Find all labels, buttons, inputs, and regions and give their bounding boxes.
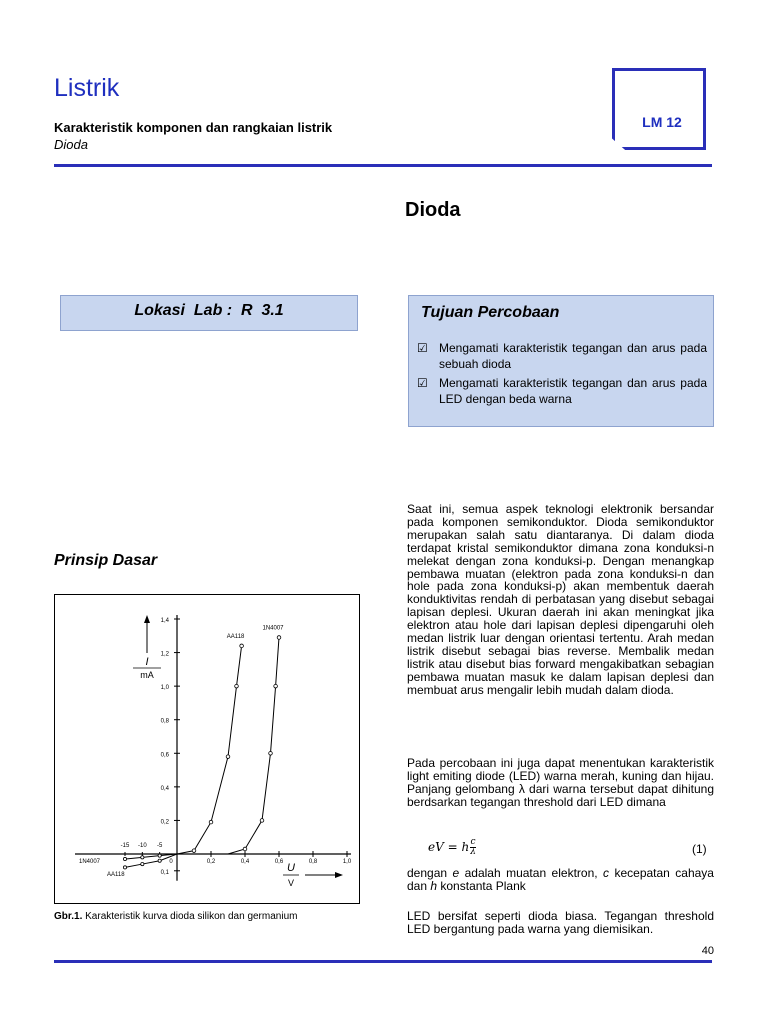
- chart-axes: [75, 615, 351, 881]
- x-tick-label: 0,8: [308, 859, 318, 865]
- y-tick-label: 0,4: [160, 785, 169, 792]
- page-subtitle: Karakteristik komponen dan rangkaian listrik: [54, 120, 333, 135]
- neg-x-tick-label: -10: [137, 843, 147, 849]
- y-arrow-head: [144, 615, 150, 623]
- equation-numerator: c: [470, 837, 476, 847]
- tujuan-box: [408, 295, 714, 427]
- text-fragment: adalah muatan elektron,: [459, 866, 604, 880]
- data-point: [226, 755, 230, 759]
- text-fragment: konstanta Plank: [437, 878, 526, 893]
- paragraph-equation-explain: [407, 867, 714, 893]
- origin-label: 0: [169, 859, 173, 865]
- neg-x-tick-label: -15: [120, 843, 130, 849]
- header-divider: [54, 164, 712, 167]
- y-tick-label: 0,2: [160, 819, 169, 826]
- lokasi-text: Lokasi Lab : R 3.1: [134, 302, 284, 319]
- series-label-top: AA118: [226, 633, 245, 640]
- x-tick-label: 0,4: [240, 859, 250, 865]
- data-point: [123, 866, 126, 869]
- diode-characteristic-chart: [55, 595, 359, 903]
- y-tick-label: 1,2: [160, 651, 169, 658]
- lokasi-box: [60, 295, 358, 331]
- y-tick-label: 0,8: [160, 718, 169, 725]
- series-label-left: 1N4007: [79, 859, 101, 865]
- y-label-top: I: [145, 656, 149, 668]
- y-tick-label: 1,0: [160, 685, 169, 692]
- data-point: [158, 859, 161, 862]
- equation-lhs: eV = h: [428, 840, 470, 854]
- y-label-bottom: mA: [140, 670, 154, 680]
- module-code-box: [612, 68, 706, 150]
- data-point: [141, 856, 144, 859]
- checkbox-checked-icon: ☑: [417, 341, 428, 355]
- x-label-bottom: V: [287, 878, 295, 888]
- page-title: Listrik: [54, 74, 120, 102]
- footer-divider: [54, 960, 712, 963]
- goal-item: [417, 375, 707, 407]
- var-e: e: [452, 866, 460, 880]
- data-point: [123, 857, 126, 860]
- data-point: [260, 819, 264, 823]
- goal-text: Mengamati karakteristik tegangan dan arus pada sebuah dioda: [439, 341, 707, 371]
- x-tick-label: 1,0: [342, 859, 352, 865]
- page-number: 40: [701, 945, 714, 957]
- curve-1N4007: [228, 637, 279, 854]
- data-point: [158, 854, 161, 857]
- paragraph-intro: Saat ini, semua aspek teknologi elektronik bersandar pada komponen semikonduktor. Dioda semikonduktor merupakan salah satu diantaranya. Di dalam dioda terdapat kristal semikonduktor dimana zona konduksi-n melekat dengan zona konduksi-p. Dengan menangkap pembawa muatan (elektron pada zona konduksi-n dan hole pada zona konduksi-p) akan membentuk daerah konduktivitas rendah di perbatasan yang disebut sebagai lapisan deplesi. Ukuran daerah ini akan meningkat jika elektron atau hole dari lapisan deplesi dipengaruhi oleh medan listrik luar dengan orientasi tertentu. Arah medan listrik disebut sebagai bias reverse. Membalik medan listrik atau disebut bias forward mengakibatkan sebagian pembawa muatan masuk ke dalam lapisan deplesi dan membuat arus mengalir lebih mudah dalam dioda.: [407, 502, 714, 697]
- caption-label: Gbr.1.: [54, 911, 83, 922]
- paragraph-led: Pada percobaan ini juga dapat menentukan karakteristik light emiting diode (LED) warna merah, kuning dan hijau. Panjang gelombang λ dari warna tersebut dapat dihitung berdsarkan tegangan threshold dari LED dimana: [407, 756, 714, 809]
- data-point: [269, 751, 273, 755]
- data-point: [274, 684, 278, 688]
- data-point: [277, 636, 281, 640]
- figure-frame: [54, 594, 360, 904]
- data-point: [240, 644, 244, 648]
- data-point: [235, 684, 239, 688]
- var-h: h: [430, 878, 438, 893]
- caption-text: Karakteristik kurva dioda silikon dan germanium: [82, 911, 298, 922]
- goal-item: [417, 340, 707, 372]
- text-fragment: dengan: [407, 866, 453, 880]
- equation: [428, 838, 476, 857]
- paragraph-led-threshold: LED bersifat seperti dioda biasa. Tegangan threshold LED bergantung pada warna yang diemisikan.: [407, 909, 714, 936]
- figure-caption: [54, 911, 297, 922]
- tujuan-title: Tujuan Percobaan: [421, 304, 560, 321]
- goal-text: Mengamati karakteristik tegangan dan arus pada LED dengan beda warna: [439, 376, 707, 406]
- equation-number: (1): [692, 842, 707, 856]
- x-tick-label: 0,2: [206, 859, 216, 865]
- data-point: [209, 820, 213, 824]
- page-sub-subtitle: Dioda: [54, 137, 88, 152]
- module-code: LM 12: [642, 114, 682, 130]
- data-point: [243, 847, 247, 851]
- var-c: c: [603, 866, 610, 880]
- section-heading: Dioda: [405, 199, 461, 221]
- checkbox-checked-icon: ☑: [417, 376, 428, 390]
- x-arrow-head: [335, 872, 343, 878]
- x-label-top: U: [287, 862, 295, 874]
- neg-x-tick-label: -5: [156, 843, 163, 849]
- equation-denominator: λ: [470, 847, 476, 857]
- prinsip-heading: Prinsip Dasar: [54, 552, 158, 569]
- x-tick-label: 0,6: [274, 859, 284, 865]
- text-fragment: kecepatan cahaya dan: [407, 866, 714, 893]
- series-label-left: AA118: [107, 872, 125, 878]
- chart-labels: [79, 615, 343, 888]
- series-label-top: 1N4007: [262, 625, 284, 632]
- y-tick-label: 1,4: [160, 618, 169, 624]
- y-tick-label: 0,1: [160, 869, 169, 876]
- data-point: [141, 862, 144, 865]
- chart-ticks: [121, 618, 352, 876]
- data-point: [192, 849, 196, 853]
- y-tick-label: 0,6: [160, 752, 169, 759]
